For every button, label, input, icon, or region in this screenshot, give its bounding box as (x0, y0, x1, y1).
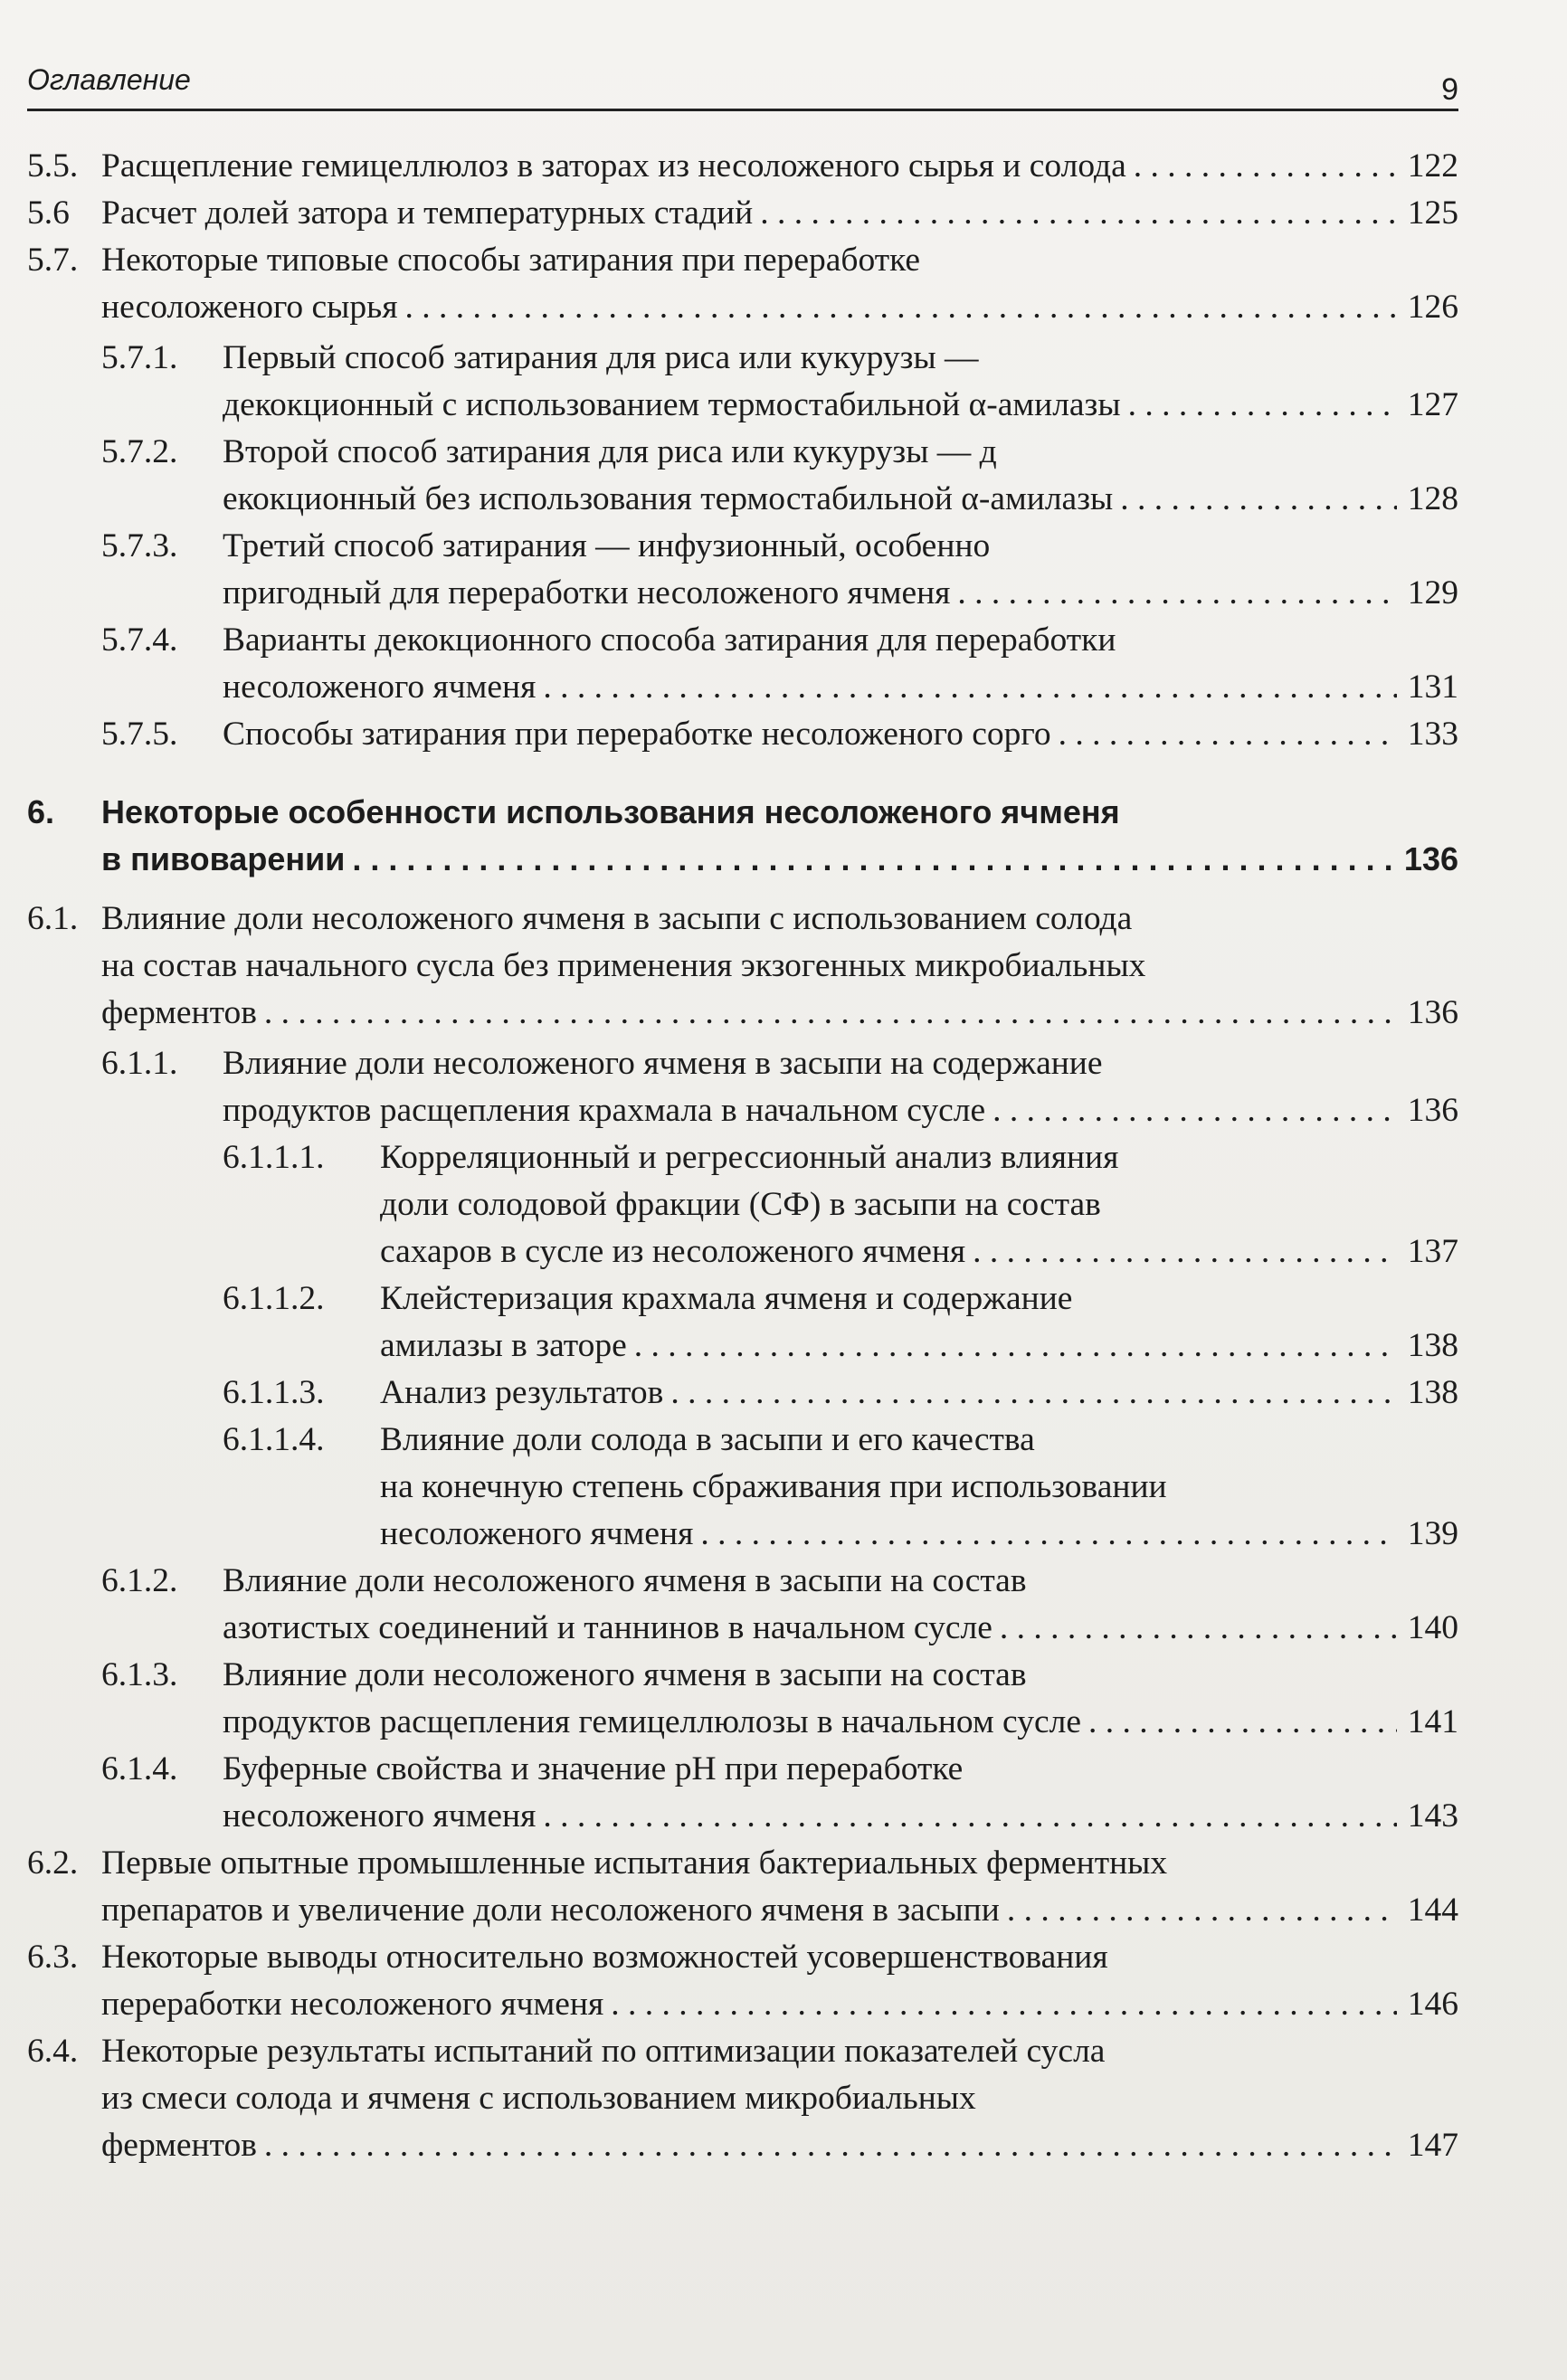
dot-leader (543, 664, 1397, 711)
toc-chapter-entry[interactable] (27, 789, 1458, 883)
entry-page: 138 (1407, 1327, 1458, 1364)
dot-leader (1088, 1699, 1397, 1746)
entry-text-line: Второй способ затирания для риса или кукурузы — д (223, 433, 997, 470)
entry-text-line: ферментов (101, 2127, 257, 2164)
dot-leader (760, 190, 1397, 237)
entry-text-line: Анализ результатов (380, 1374, 664, 1411)
entry-text-line: Некоторые результаты испытаний по оптимизации показателей сусла (101, 2033, 1106, 2070)
entry-page: 128 (1407, 480, 1458, 517)
entry-text-line: азотистых соединений и таннинов в начальном сусле (223, 1609, 992, 1646)
entry-text-line: несоложеного ячменя (223, 668, 537, 706)
entry-number: 5.7.1. (101, 339, 178, 376)
dot-leader (957, 570, 1397, 617)
running-header (27, 56, 1458, 110)
entry-number: 6.1.1.1. (223, 1139, 325, 1176)
dot-leader (670, 1370, 1397, 1417)
entry-number: 6.1. (27, 900, 79, 937)
dot-leader (1120, 476, 1397, 523)
toc-entry[interactable] (27, 1040, 1458, 1134)
entry-text-line: на состав начального сусла без применения экзогенных микробиальных (101, 947, 1146, 984)
dot-leader (543, 1793, 1397, 1840)
entry-text-line: препаратов и увеличение доли несоложеного ячменя в засыпи (101, 1892, 1000, 1929)
entry-page: 127 (1407, 386, 1458, 423)
entry-text-line: доли солодовой фракции (СФ) в засыпи на состав (380, 1186, 1101, 1223)
entry-text-line: продуктов расщепления крахмала в начальном сусле (223, 1092, 986, 1129)
entry-text-line: Варианты декокционного способа затирания для переработки (223, 621, 1116, 659)
entry-text-line: Корреляционный и регрессионный анализ влияния (380, 1139, 1119, 1176)
dot-leader (352, 836, 1397, 883)
entry-text-line: ферментов (101, 994, 257, 1031)
toc-entry[interactable] (27, 1417, 1458, 1558)
entry-text-line: Расчет долей затора и температурных стадий (101, 194, 754, 232)
toc-entry[interactable] (27, 237, 1458, 331)
toc-entry[interactable] (27, 143, 1458, 190)
toc-entry[interactable] (27, 335, 1458, 429)
toc-entry[interactable] (27, 429, 1458, 523)
entry-text-line: несоложеного ячменя (380, 1515, 694, 1552)
entry-number: 5.7.5. (101, 716, 178, 753)
dot-leader (264, 2122, 1397, 2169)
entry-text-line: Некоторые выводы относительно возможностей усовершенствования (101, 1939, 1108, 1976)
entry-text-line: на конечную степень сбраживания при использовании (380, 1468, 1167, 1505)
entry-text-line: Влияние доли солода в засыпи и его качества (380, 1421, 1035, 1458)
toc-entry[interactable] (27, 523, 1458, 617)
entry-text-line: несоложеного ячменя (223, 1797, 537, 1835)
entry-text-line: Первый способ затирания для риса или кукурузы — (223, 339, 979, 376)
dot-leader (264, 990, 1397, 1037)
entry-number: 6.1.3. (101, 1656, 178, 1693)
chapter-gap (27, 758, 1458, 789)
entry-text-line: Первые опытные промышленные испытания бактериальных ферментных (101, 1844, 1168, 1882)
entry-text-line: Некоторые типовые способы затирания при переработке (101, 242, 921, 279)
entry-text-line: Влияние доли несоложеного ячменя в засыпи на состав (223, 1656, 1027, 1693)
toc-entry[interactable] (27, 1746, 1458, 1840)
entry-page: 136 (1407, 994, 1458, 1031)
entry-number: 6.2. (27, 1844, 79, 1882)
entry-text-line: переработки несоложеного ячменя (101, 1986, 604, 2023)
entry-page: 147 (1407, 2127, 1458, 2164)
entry-number: 5.6 (27, 194, 70, 232)
entry-number: 6.1.1.3. (223, 1374, 325, 1411)
toc-entry[interactable] (27, 1652, 1458, 1746)
entry-page: 125 (1407, 194, 1458, 232)
entry-page: 146 (1407, 1986, 1458, 2023)
entry-number: 5.7.4. (101, 621, 178, 659)
entry-page: 131 (1407, 668, 1458, 706)
entry-page: 136 (1407, 1092, 1458, 1129)
chapter-number: 6. (27, 793, 55, 830)
entry-page: 126 (1407, 289, 1458, 326)
entry-text-line: Влияние доли несоложеного ячменя в засыпи на состав (223, 1562, 1027, 1599)
entry-number: 6.1.2. (101, 1562, 178, 1599)
entry-number: 5.5. (27, 147, 79, 185)
entry-number: 5.7. (27, 242, 79, 279)
entry-number: 6.1.1.2. (223, 1280, 325, 1317)
entry-number: 5.7.3. (101, 527, 178, 564)
entry-page: 144 (1407, 1892, 1458, 1929)
entry-text-line: Некоторые особенности использования несоложеного ячменя (101, 793, 1120, 830)
toc-entry[interactable] (27, 2028, 1458, 2169)
toc-entry[interactable] (27, 617, 1458, 711)
dot-leader (992, 1087, 1397, 1134)
entry-text-line: екокционный без использования термостабильной α-амилазы (223, 480, 1114, 517)
entry-text-line: продуктов расщепления гемицеллюлозы в начальном сусле (223, 1703, 1081, 1740)
toc-entry[interactable] (27, 1840, 1458, 1934)
entry-page: 136 (1403, 840, 1458, 877)
entry-page: 129 (1407, 574, 1458, 612)
toc-entry[interactable] (27, 190, 1458, 237)
entry-text-line: Влияние доли несоложеного ячменя в засыпи на содержание (223, 1045, 1103, 1082)
entry-text-line: декокционный с использованием термостабильной α-амилазы (223, 386, 1121, 423)
entry-page: 141 (1407, 1703, 1458, 1740)
entry-text-line: Буферные свойства и значение рН при переработке (223, 1750, 964, 1787)
toc-entry[interactable] (27, 1934, 1458, 2028)
dot-leader (1128, 382, 1397, 429)
entry-page: 143 (1407, 1797, 1458, 1835)
header-rule (27, 109, 1458, 111)
entry-number: 6.1.4. (101, 1750, 178, 1787)
dot-leader (1007, 1887, 1397, 1934)
dot-leader (634, 1323, 1397, 1370)
dot-leader (404, 284, 1397, 331)
toc-entry[interactable] (27, 896, 1458, 1037)
entry-page: 138 (1407, 1374, 1458, 1411)
entry-text-line: в пивоварении (101, 840, 346, 877)
dot-leader (611, 1981, 1397, 2028)
header-title: Оглавление (27, 63, 191, 96)
entry-text-line: амилазы в заторе (380, 1327, 627, 1364)
toc-entry[interactable] (27, 711, 1458, 758)
entry-number: 6.1.1. (101, 1045, 178, 1082)
dot-leader (1134, 143, 1397, 190)
entry-page: 140 (1407, 1609, 1458, 1646)
entry-text-line: Способы затирания при переработке несоложеного сорго (223, 716, 1051, 753)
toc-entry[interactable] (27, 1275, 1458, 1370)
entry-text-line: несоложеного сырья (101, 289, 398, 326)
dot-leader (1059, 711, 1397, 758)
entry-number: 6.1.1.4. (223, 1421, 325, 1458)
dot-leader (1000, 1605, 1397, 1652)
entry-text-line: Клейстеризация крахмала ячменя и содержание (380, 1280, 1073, 1317)
entry-text-line: Третий способ затирания — инфузионный, особенно (223, 527, 991, 564)
dot-leader (973, 1228, 1397, 1275)
header-page-number: 9 (1441, 72, 1458, 107)
entry-number: 6.4. (27, 2033, 79, 2070)
spacer (27, 883, 1458, 896)
entry-number: 5.7.2. (101, 433, 178, 470)
entry-page: 139 (1407, 1515, 1458, 1552)
table-of-contents (27, 143, 1458, 2169)
entry-text-line: Расщепление гемицеллюлоз в заторах из несоложеного сырья и солода (101, 147, 1126, 185)
toc-entry[interactable] (27, 1370, 1458, 1417)
entry-text-line: из смеси солода и ячменя с использованием микробиальных (101, 2080, 976, 2117)
entry-page: 122 (1407, 147, 1458, 185)
entry-number: 6.3. (27, 1939, 79, 1976)
entry-text-line: Влияние доли несоложеного ячменя в засыпи с использованием солода (101, 900, 1133, 937)
entry-page: 133 (1407, 716, 1458, 753)
entry-text-line: сахаров в сусле из несоложеного ячменя (380, 1233, 966, 1270)
entry-text-line: пригодный для переработки несоложеного ячменя (223, 574, 951, 612)
dot-leader (700, 1511, 1397, 1558)
entry-page: 137 (1407, 1233, 1458, 1270)
toc-entry[interactable] (27, 1134, 1458, 1275)
toc-entry[interactable] (27, 1558, 1458, 1652)
